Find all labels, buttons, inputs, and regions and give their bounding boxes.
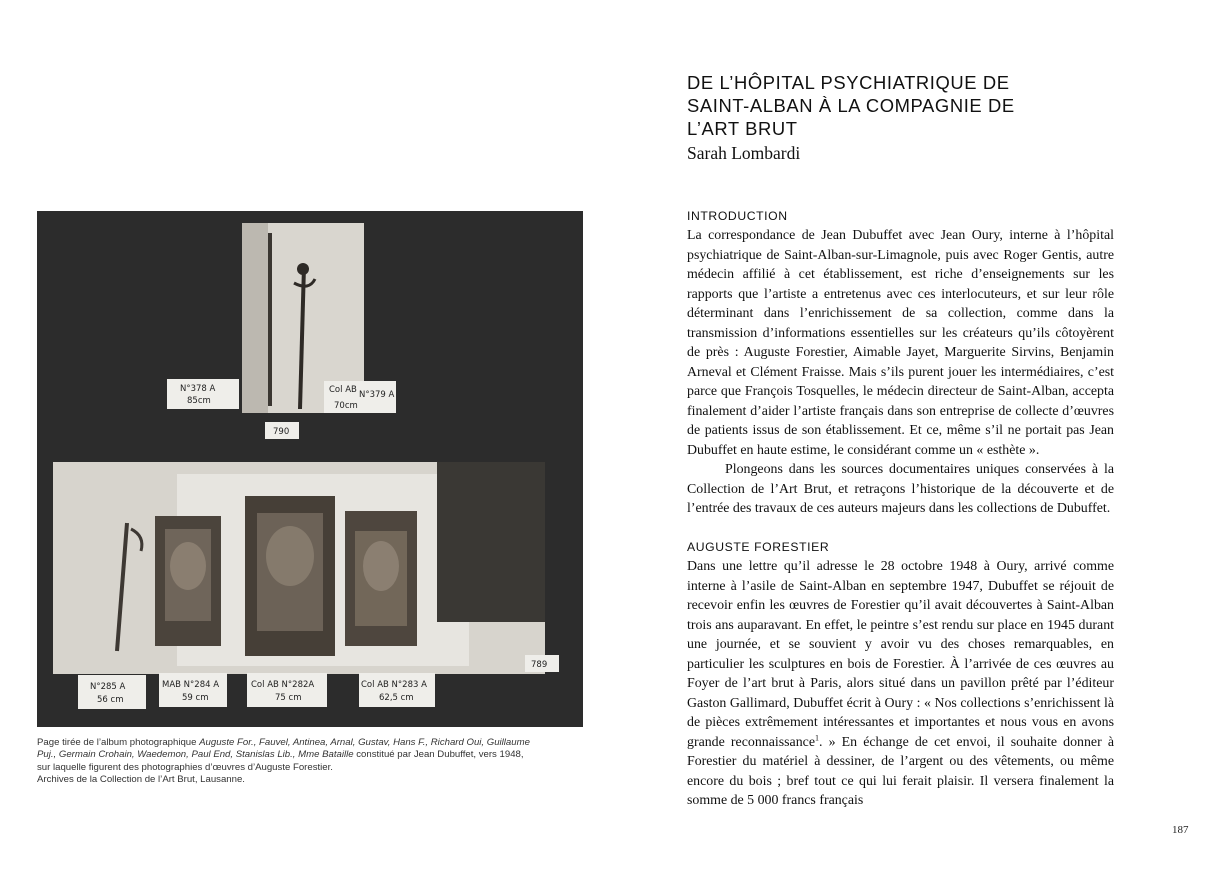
- page-number: 187: [1172, 824, 1189, 836]
- intro-paragraph-1: La correspondance de Jean Dubuffet avec Jean Oury, interne à l’hôpital psychiatrique de Saint-Alban-sur-Limagnole, puis avec Roger Gentis, autre médecin affilié à cet établissement, est riche d’enseignements sur les rapports que l’artiste a entretenus avec ces interlocuteurs, et sur leur rôle déterminant dans l’enrichissement de sa collection, comme dans la transmission d’informations essentielles sur les créateurs qu’ils côtoyèrent de près : Auguste Forestier, Aimable Jayet, Marguerite Sirvins, Benjamin Arneval et Clément Fraisse. Mais s’ils purent jouer les intermédiaires, c’est parce que François Tosquelles, le médecin directeur de Saint-Alban, accepta finalement d’aider l’artiste français dans son entreprise de collecte d’œuvres de patients issus de son établissement. Et ce, même s’il ne portait pas Jean Dubuffet en haute estime, le considérant comme un « esthète ».: [687, 228, 1114, 458]
- tag-70cm: 70cm: [334, 401, 358, 411]
- tag-284a: MAB N°284 A: [162, 680, 220, 690]
- article-title: DE L’HÔPITAL PSYCHIATRIQUE DE SAINT-ALBAN À LA COMPAGNIE DE L’ART BRUT: [687, 72, 1015, 139]
- tag-282a: Col AB N°282A: [251, 680, 315, 690]
- section-heading-introduction: INTRODUCTION: [687, 209, 788, 223]
- tag-790: 790: [273, 427, 290, 437]
- tag-colab-1: Col AB: [329, 385, 357, 395]
- tag-85cm: 85cm: [187, 396, 211, 406]
- tag-75cm: 75 cm: [275, 693, 302, 703]
- section-heading-forestier: AUGUSTE FORESTIER: [687, 540, 830, 554]
- tag-285a: N°285 A: [90, 682, 126, 692]
- caption-lead: Page tirée de l’album photographique: [37, 737, 200, 748]
- tag-379a: N°379 A: [359, 390, 395, 400]
- tag-56cm: 56 cm: [97, 695, 124, 705]
- tag-378a: N°378 A: [180, 384, 216, 394]
- caption-credit: Archives de la Collection de l’Art Brut, Lausanne.: [37, 774, 245, 786]
- archive-photograph: [37, 211, 583, 727]
- tag-789: 789: [531, 660, 548, 670]
- caption-album-title: Auguste For., Fauvel, Antinea, Arnal, Gustav, Hans F., Richard Oui, Guillaume Puj., Germain Crohain, Waedemon, Paul End, Stanislas Lib., Mme Bataille: [37, 737, 530, 761]
- forestier-text-part-2: . » En échange de cet envoi, il souhaite donner à Forestier du matériel à dessiner, de l’argent ou des vêtements, ou même encore du bois ; bref tout ce qui lui ferait plaisir. Il versera finalement la somme de 5 000 francs français: [687, 734, 1115, 808]
- footnote-ref-1[interactable]: 1: [815, 732, 819, 742]
- tag-283a: Col AB N°283 A: [361, 680, 427, 690]
- article-author: Sarah Lombardi: [687, 143, 801, 163]
- photo-caption: [37, 737, 537, 787]
- forestier-paragraph: [687, 557, 1114, 811]
- tag-59cm: 59 cm: [182, 693, 209, 703]
- caption-mid: constitué par Jean Dubuffet, vers 1948, sur laquelle figurent des photographies d’œuvres d’Auguste Forestier.: [37, 749, 524, 773]
- intro-paragraph-2: Plongeons dans les sources documentaires uniques conservées à la Collection de l’Art Brut, et retraçons l’historique de la découverte et de l’entrée des travaux de ces auteurs majeurs dans les collections de Dubuffet.: [687, 462, 1114, 516]
- archive-photograph-drawing: [37, 211, 583, 727]
- tag-62cm: 62,5 cm: [379, 693, 414, 703]
- forestier-text-part-1: Dans une lettre qu’il adresse le 28 octobre 1948 à Oury, arrivé comme interne à l’asile de Saint-Alban en septembre 1947, Dubuffet se réjouit de recevoir enfin les œuvres de Forestier qu’il avait découvertes à Saint-Alban trois ans auparavant. En effet, le peintre s’est rendu sur place en 1945 durant une journée, et se souvient y avoir vu des choses remarquables, en particulier les sculptures en bois de Forestier. À l’arrivée de ces œuvres au Foyer de l’art brut à Paris, alors situé dans un pavillon prêté par l’éditeur Gaston Gallimard, Dubuffet écrit à Oury : « Nos collections s’enrichissent là de pièces extrêmement intéressantes et importantes et nous vous en avons grande reconnaissance: [687, 559, 1114, 750]
